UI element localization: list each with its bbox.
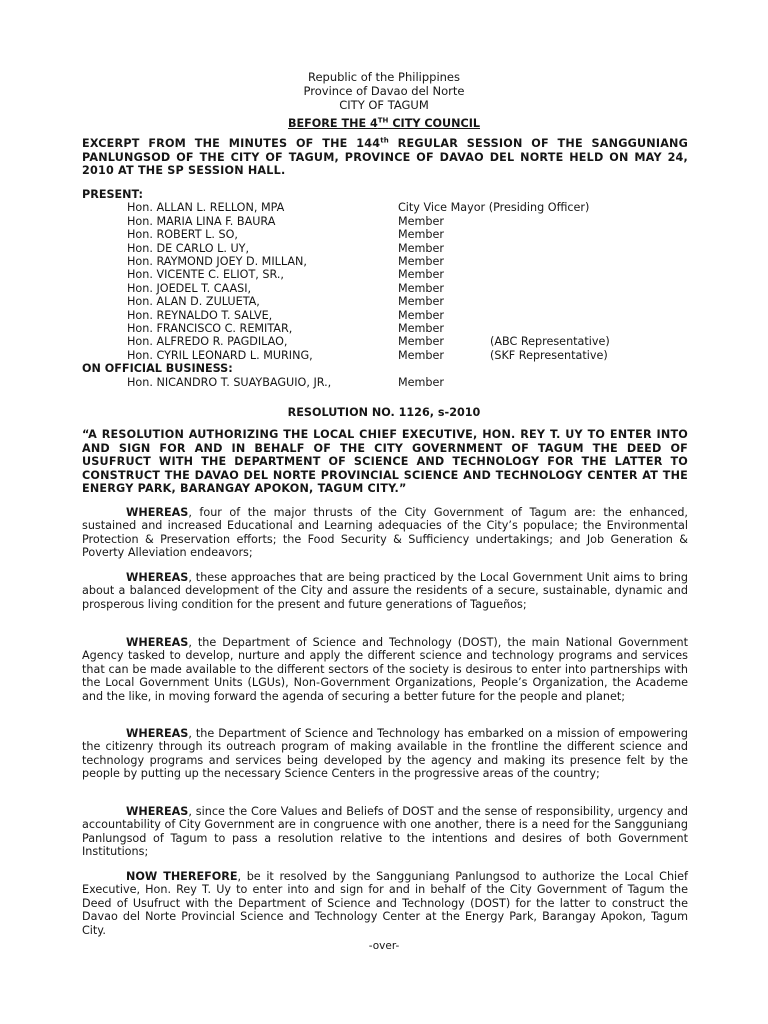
attendee-name: Hon. RAYMOND JOEY D. MILLAN, <box>127 254 307 268</box>
attendee-role: Member <box>398 335 445 349</box>
attendee-row <box>82 201 688 214</box>
attendee-name: Hon. CYRIL LEONARD L. MURING, <box>127 348 313 362</box>
attendee-name: Hon. MARIA LINA F. BAURA <box>127 214 276 228</box>
resolution-paragraph <box>82 571 688 611</box>
attendee-row <box>82 376 688 389</box>
header-city: CITY OF TAGUM <box>339 98 429 112</box>
attendee-role: Member <box>398 228 445 242</box>
resolution-paragraph <box>82 506 688 560</box>
attendee-row <box>82 228 688 241</box>
paragraph-text: , the Department of Science and Technology has embarked on a mission of empowering the citizenry through its outreach program of making available in the frontline the different science and technology programs and services being developed by the agency and making its presence felt by the people by putting up the necessary Science Centers in the progressive areas of the country; <box>82 727 688 781</box>
official-business-label: ON OFFICIAL BUSINESS: <box>82 362 233 376</box>
paragraph-lead: WHEREAS <box>126 506 189 519</box>
resolution-paragraph <box>82 636 688 703</box>
attendee-role: Member <box>398 348 445 362</box>
council-heading <box>0 117 768 130</box>
official-business-list <box>82 376 688 389</box>
attendee-role: City Vice Mayor (Presiding Officer) <box>398 201 590 215</box>
paragraph-text: , be it resolved by the Sangguniang Panlungsod to authorize the Local Chief Executive, Hon. Rey T. Uy to enter into and sign for and in behalf of the City Government of Tagum the Deed of Usufruct with the Department of Science and Technology (DOST) for the latter to construct the Davao del Norte Provincial Science and Technology Center at the Energy Park, Barangay Apokon, Tagum City. <box>82 870 688 937</box>
attendee-row <box>82 282 688 295</box>
present-label-text: PRESENT <box>82 188 139 201</box>
paragraph-text: , the Department of Science and Technology (DOST), the main National Government Agency tasked to develop, nurture and apply the different science and technology programs and services that can be made available to the different sectors of the society is desirous to enter into partnerships with the Local Government Units (LGUs), Non-Government Organizations, People’s Organization, the Academe and the like, in moving forward the agenda of securing a better future for the people and planet; <box>82 636 688 703</box>
attendee-name: Hon. ALAN D. ZULUETA, <box>127 295 260 309</box>
paragraph-lead: WHEREAS <box>126 727 189 740</box>
attendee-role: Member <box>398 281 445 295</box>
attendance-section <box>82 188 688 389</box>
resolution-paragraph <box>82 870 688 937</box>
attendee-row <box>82 309 688 322</box>
excerpt-part1: EXCERPT FROM THE MINUTES OF THE 144 <box>82 137 381 150</box>
header-republic: Republic of the Philippines <box>307 70 461 84</box>
attendee-note: (SKF Representative) <box>490 348 608 362</box>
attendee-row <box>82 255 688 268</box>
resolution-paragraph <box>82 805 688 859</box>
excerpt-heading <box>82 137 688 178</box>
attendee-role: Member <box>398 321 445 335</box>
paragraph-lead: WHEREAS <box>126 571 189 584</box>
attendee-role: Member <box>398 295 445 309</box>
attendee-name: Hon. VICENTE C. ELIOT, SR., <box>127 268 284 282</box>
attendee-role: Member <box>398 375 445 389</box>
attendee-name: Hon. ALFREDO R. PAGDILAO, <box>127 335 288 349</box>
council-heading-prefix: BEFORE THE 4 <box>287 117 378 130</box>
attendee-note: (ABC Representative) <box>490 335 610 349</box>
attendee-row <box>82 268 688 281</box>
attendee-row <box>82 295 688 308</box>
attendee-name: Hon. FRANCISCO C. REMITAR, <box>127 321 293 335</box>
attendee-role: Member <box>398 241 445 255</box>
attendee-role: Member <box>398 214 445 228</box>
paragraph-lead: WHEREAS <box>126 805 189 818</box>
attendee-role: Member <box>398 254 445 268</box>
official-label-text: ON OFFICIAL BUSINESS <box>82 362 229 376</box>
attendee-role: Member <box>398 308 445 322</box>
attendee-name: Hon. DE CARLO L. UY, <box>127 241 250 255</box>
paragraph-lead: NOW THEREFORE <box>126 870 238 883</box>
letterhead <box>0 70 768 112</box>
council-heading-sup: TH <box>377 116 389 125</box>
attendee-name: Hon. ROBERT L. SO, <box>127 228 238 242</box>
attendee-name: Hon. JOEDEL T. CAASI, <box>127 281 252 295</box>
page-footer-over: -over- <box>368 940 400 952</box>
attendee-row <box>82 215 688 228</box>
paragraph-lead: WHEREAS <box>126 636 189 649</box>
attendee-row <box>82 335 688 348</box>
resolution-title: “A RESOLUTION AUTHORIZING THE LOCAL CHIEF EXECUTIVE, HON. REY T. UY TO ENTER INTO AND SIGN FOR AND IN BEHALF OF THE CITY GOVERNMENT OF TAGUM THE DEED OF USUFRUCT WITH THE DEPARTMENT OF SCIENCE AND TECHNOLOGY FOR THE LATTER TO CONSTRUCT THE DAVAO DEL NORTE PROVINCIAL SCIENCE AND TECHNOLOGY CENTER AT THE ENERGY PARK, BARANGAY APOKON, TAGUM CITY.” <box>82 428 688 496</box>
paragraph-text: , four of the major thrusts of the City Government of Tagum are: the enhanced, sustained and increased Educational and Learning adequacies of the City’s populace; the Environmental Protection & Preservation efforts; the Food Security & Sufficiency undertakings; and Job Generation & Poverty Alleviation endeavors; <box>82 506 688 560</box>
resolution-paragraph <box>82 727 688 781</box>
attendee-role: Member <box>398 268 445 282</box>
resolution-number: RESOLUTION NO. 1126, s-2010 <box>287 406 481 419</box>
attendee-name: Hon. ALLAN L. RELLON, MPA <box>127 201 285 215</box>
council-heading-suffix: CITY COUNCIL <box>388 117 480 130</box>
excerpt-sup: th <box>380 136 389 145</box>
attendee-name: Hon. NICANDRO T. SUAYBAGUIO, JR., <box>127 375 332 389</box>
present-list <box>82 201 688 362</box>
excerpt-part2: REGULAR SESSION OF THE SANGGUNIANG PANLUNGSOD OF THE CITY OF TAGUM, PROVINCE OF DAVAO DEL NORTE HELD ON MAY 24, 2010 AT THE SP SESSION HALL. <box>82 137 688 178</box>
attendee-name: Hon. REYNALDO T. SALVE, <box>127 308 273 322</box>
paragraph-text: , since the Core Values and Beliefs of DOST and the sense of responsibility, urgency and accountability of City Government are in congruence with one another, there is a need for the Sangguniang Panlungsod of Tagum to pass a resolution relative to the intentions and desires of both Government Institutions; <box>82 805 688 859</box>
attendee-row <box>82 242 688 255</box>
header-province: Province of Davao del Norte <box>303 84 465 98</box>
present-label: PRESENT: <box>82 188 144 201</box>
paragraph-text: , these approaches that are being practiced by the Local Government Unit aims to bring about a balanced development of the City and assure the residents of a secure, sustainable, dynamic and prosperous living condition for the present and future generations of Tagueños; <box>82 571 688 611</box>
attendee-row <box>82 322 688 335</box>
attendee-row <box>82 349 688 362</box>
